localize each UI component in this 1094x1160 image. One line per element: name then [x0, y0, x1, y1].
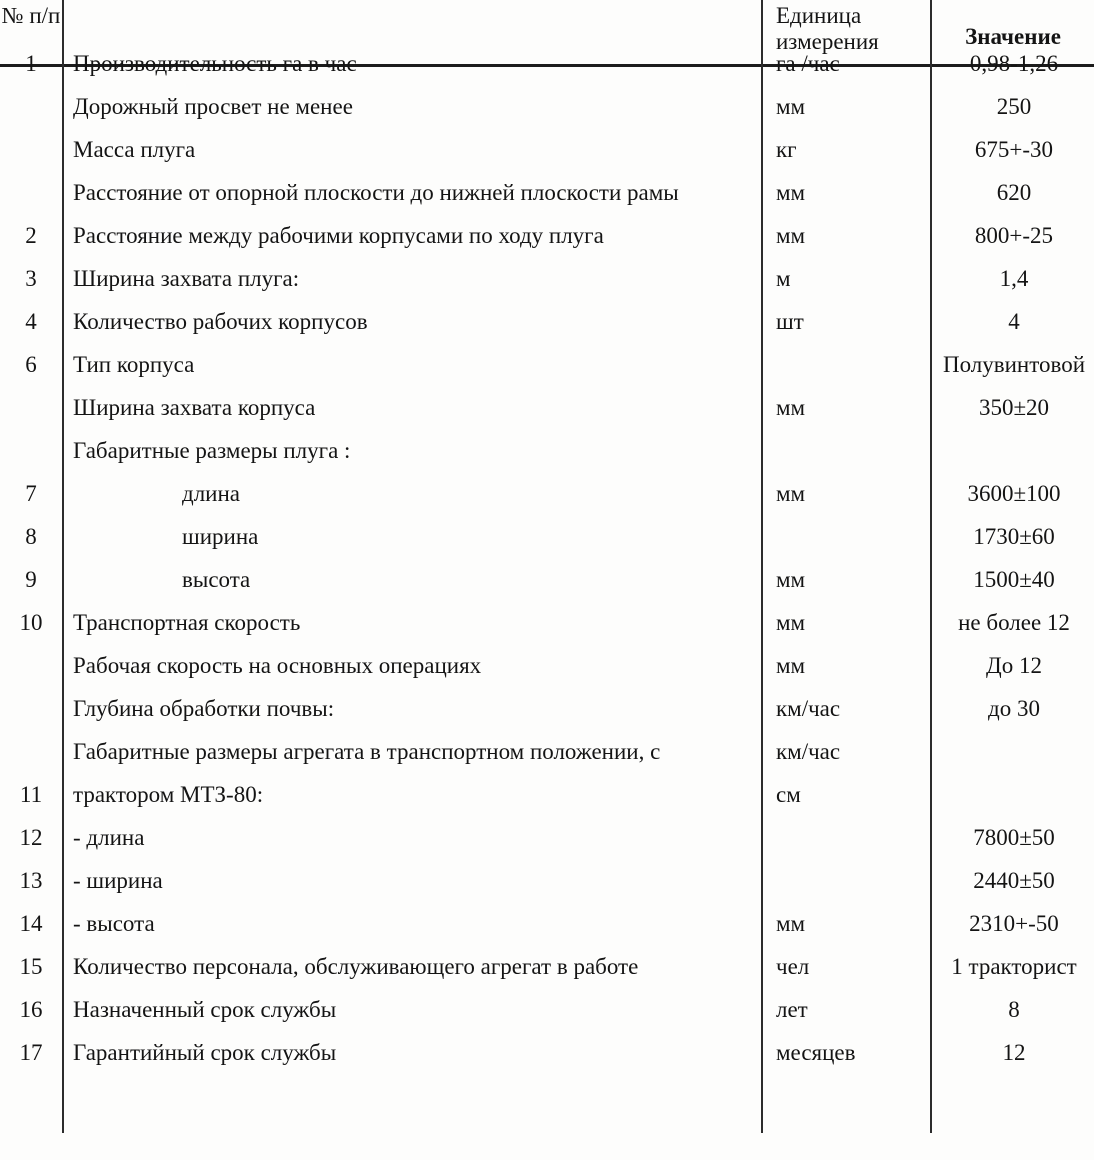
unit-cell: мм [763, 86, 932, 129]
unit-cell [763, 344, 932, 387]
value-cell: 0,98-1,26 [969, 51, 1059, 77]
row-number-cell: 15 [0, 946, 64, 989]
filler-cell [0, 1075, 64, 1133]
row-number-cell: 13 [0, 860, 64, 903]
unit-cell [763, 430, 932, 473]
value-cell: 250 [996, 94, 1032, 120]
row-number-cell: 1 [0, 43, 64, 86]
unit-cell: мм [763, 387, 932, 430]
unit-cell: месяцев [763, 1032, 932, 1075]
parameter-name-cell: высота [64, 559, 763, 602]
value-cell: 675+-30 [974, 137, 1054, 163]
value-cell: 1 тракторист [951, 954, 1077, 980]
parameter-name-cell: Габаритные размеры агрегата в транспортном положении, с [64, 731, 763, 774]
value-cell: до 30 [988, 696, 1040, 722]
value-cell: 1,4 [999, 266, 1029, 292]
unit-cell: м [763, 258, 932, 301]
value-cell [932, 430, 1094, 473]
parameter-name-cell: Тип корпуса [64, 344, 763, 387]
value-cell [932, 731, 1094, 774]
row-number-cell: 8 [0, 516, 64, 559]
value-cell: 12 [1002, 1040, 1026, 1066]
value-cell: 1730±60 [973, 524, 1055, 550]
row-number-cell: 9 [0, 559, 64, 602]
row-number-cell: 10 [0, 602, 64, 645]
unit-cell [763, 817, 932, 860]
row-number-cell [0, 645, 64, 688]
row-number-cell: 17 [0, 1032, 64, 1075]
value-cell: 3600±100 [967, 481, 1061, 507]
row-number-cell [0, 129, 64, 172]
unit-cell [763, 516, 932, 559]
row-number-cell [0, 430, 64, 473]
unit-cell: га /час [763, 43, 932, 86]
value-cell: 4 [1008, 309, 1020, 335]
parameter-name-cell: Транспортная скорость [64, 602, 763, 645]
parameter-name-cell: Назначенный срок службы [64, 989, 763, 1032]
unit-cell: мм [763, 903, 932, 946]
unit-cell: мм [763, 559, 932, 602]
parameter-name-cell: - ширина [64, 860, 763, 903]
header-cell-row-number: № п/п [0, 0, 64, 67]
header-cell-unit: Единица измерения [763, 0, 932, 67]
parameter-name-cell: Глубина обработки почвы: [64, 688, 763, 731]
unit-cell: кг [763, 129, 932, 172]
parameter-name-cell: Расстояние от опорной плоскости до нижней плоскости рамы [64, 172, 763, 215]
unit-cell: мм [763, 473, 932, 516]
filler-cell [64, 1075, 763, 1133]
value-cell: 7800±50 [973, 825, 1055, 851]
parameter-name-cell: - высота [64, 903, 763, 946]
value-cell [932, 774, 1094, 817]
parameter-name-cell: ширина [64, 516, 763, 559]
row-number-cell: 3 [0, 258, 64, 301]
parameter-name-cell: Рабочая скорость на основных операциях [64, 645, 763, 688]
value-cell: 1500±40 [973, 567, 1055, 593]
row-number-cell: 7 [0, 473, 64, 516]
row-number-cell: 16 [0, 989, 64, 1032]
value-cell: Полувинтовой [942, 352, 1086, 378]
row-number-cell: 11 [0, 774, 64, 817]
value-cell: 800+-25 [974, 223, 1054, 249]
filler-cell [763, 1075, 932, 1133]
value-cell: До 12 [986, 653, 1042, 679]
row-number-cell: 2 [0, 215, 64, 258]
row-number-cell: 14 [0, 903, 64, 946]
unit-cell: мм [763, 172, 932, 215]
parameter-name-cell: Производительность га в час [64, 43, 763, 86]
parameter-name-cell: Количество рабочих корпусов [64, 301, 763, 344]
value-cell: 2310+-50 [969, 911, 1059, 937]
unit-cell: лет [763, 989, 932, 1032]
unit-cell [763, 860, 932, 903]
parameter-name-cell: Габаритные размеры плуга : [64, 430, 763, 473]
row-number-cell: 6 [0, 344, 64, 387]
value-cell: 350±20 [978, 395, 1050, 421]
unit-cell: шт [763, 301, 932, 344]
row-number-cell: 4 [0, 301, 64, 344]
unit-cell: км/час [763, 688, 932, 731]
row-number-cell [0, 172, 64, 215]
value-cell: 620 [996, 180, 1032, 206]
parameter-name-cell: Ширина захвата корпуса [64, 387, 763, 430]
parameter-name-cell: - длина [64, 817, 763, 860]
value-cell: не более 12 [958, 610, 1070, 636]
row-number-cell: 12 [0, 817, 64, 860]
filler-cell [932, 1075, 1094, 1133]
unit-cell: чел [763, 946, 932, 989]
parameter-name-cell: Дорожный просвет не менее [64, 86, 763, 129]
value-cell: 2440±50 [973, 868, 1055, 894]
parameter-name-cell: Количество персонала, обслуживающего агрегат в работе [64, 946, 763, 989]
header-cell-value: Значение [932, 0, 1094, 67]
unit-cell: см [763, 774, 932, 817]
row-number-cell [0, 86, 64, 129]
parameter-name-cell: Ширина захвата плуга: [64, 258, 763, 301]
unit-cell: мм [763, 602, 932, 645]
unit-cell: км/час [763, 731, 932, 774]
unit-cell: мм [763, 645, 932, 688]
parameter-name-cell: трактором МТЗ-80: [64, 774, 763, 817]
unit-cell: мм [763, 215, 932, 258]
row-number-cell [0, 688, 64, 731]
parameter-name-cell: Гарантийный срок службы [64, 1032, 763, 1075]
parameter-name-cell: Расстояние между рабочими корпусами по ходу плуга [64, 215, 763, 258]
row-number-cell [0, 387, 64, 430]
row-number-cell [0, 731, 64, 774]
value-cell: 8 [1008, 997, 1020, 1023]
parameter-name-cell: длина [64, 473, 763, 516]
parameter-name-cell: Масса плуга [64, 129, 763, 172]
